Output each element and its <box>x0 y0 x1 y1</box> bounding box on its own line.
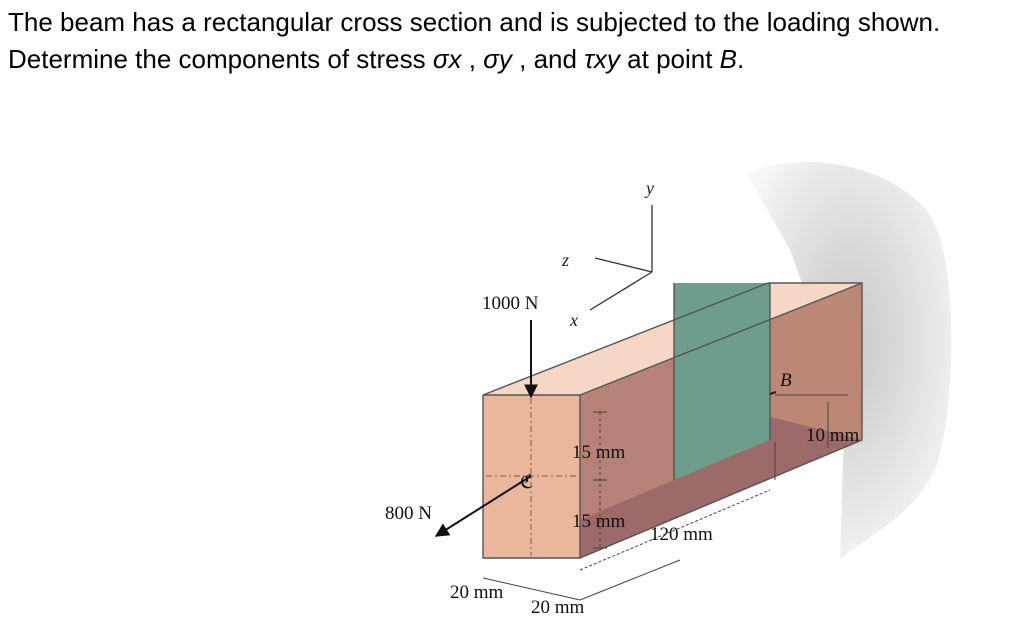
axis-y-label: y <box>646 178 654 198</box>
tau-xy: τxy <box>584 44 620 74</box>
problem-text-2: at point <box>619 44 720 74</box>
dim-120: 120 mm <box>650 524 713 545</box>
dim-15-bottom: 15 mm <box>572 511 626 532</box>
force-vertical-label: 1000 N <box>482 293 539 314</box>
point-name: B <box>719 44 738 74</box>
problem-end: . <box>737 44 745 74</box>
force-axial-label: 800 N <box>385 503 432 524</box>
separator-1: , <box>461 44 484 74</box>
sigma-y: σy <box>483 44 512 74</box>
axis-z-label: z <box>562 250 570 270</box>
point-b-label: B <box>780 370 792 391</box>
dim-10: 10 mm <box>806 425 860 446</box>
axis-x-label: x <box>570 310 578 330</box>
dim-15-top: 15 mm <box>572 442 626 463</box>
centroid-symbol: ℭ <box>520 472 534 493</box>
dim-20-right: 20 mm <box>531 597 585 618</box>
sigma-x: σx <box>432 44 462 74</box>
dim-20-left: 20 mm <box>450 582 504 603</box>
separator-2: , and <box>511 44 585 74</box>
problem-text: The beam has a rectangular cross section and is subjected to the loading shown. Determine the components of stress <box>8 7 941 74</box>
